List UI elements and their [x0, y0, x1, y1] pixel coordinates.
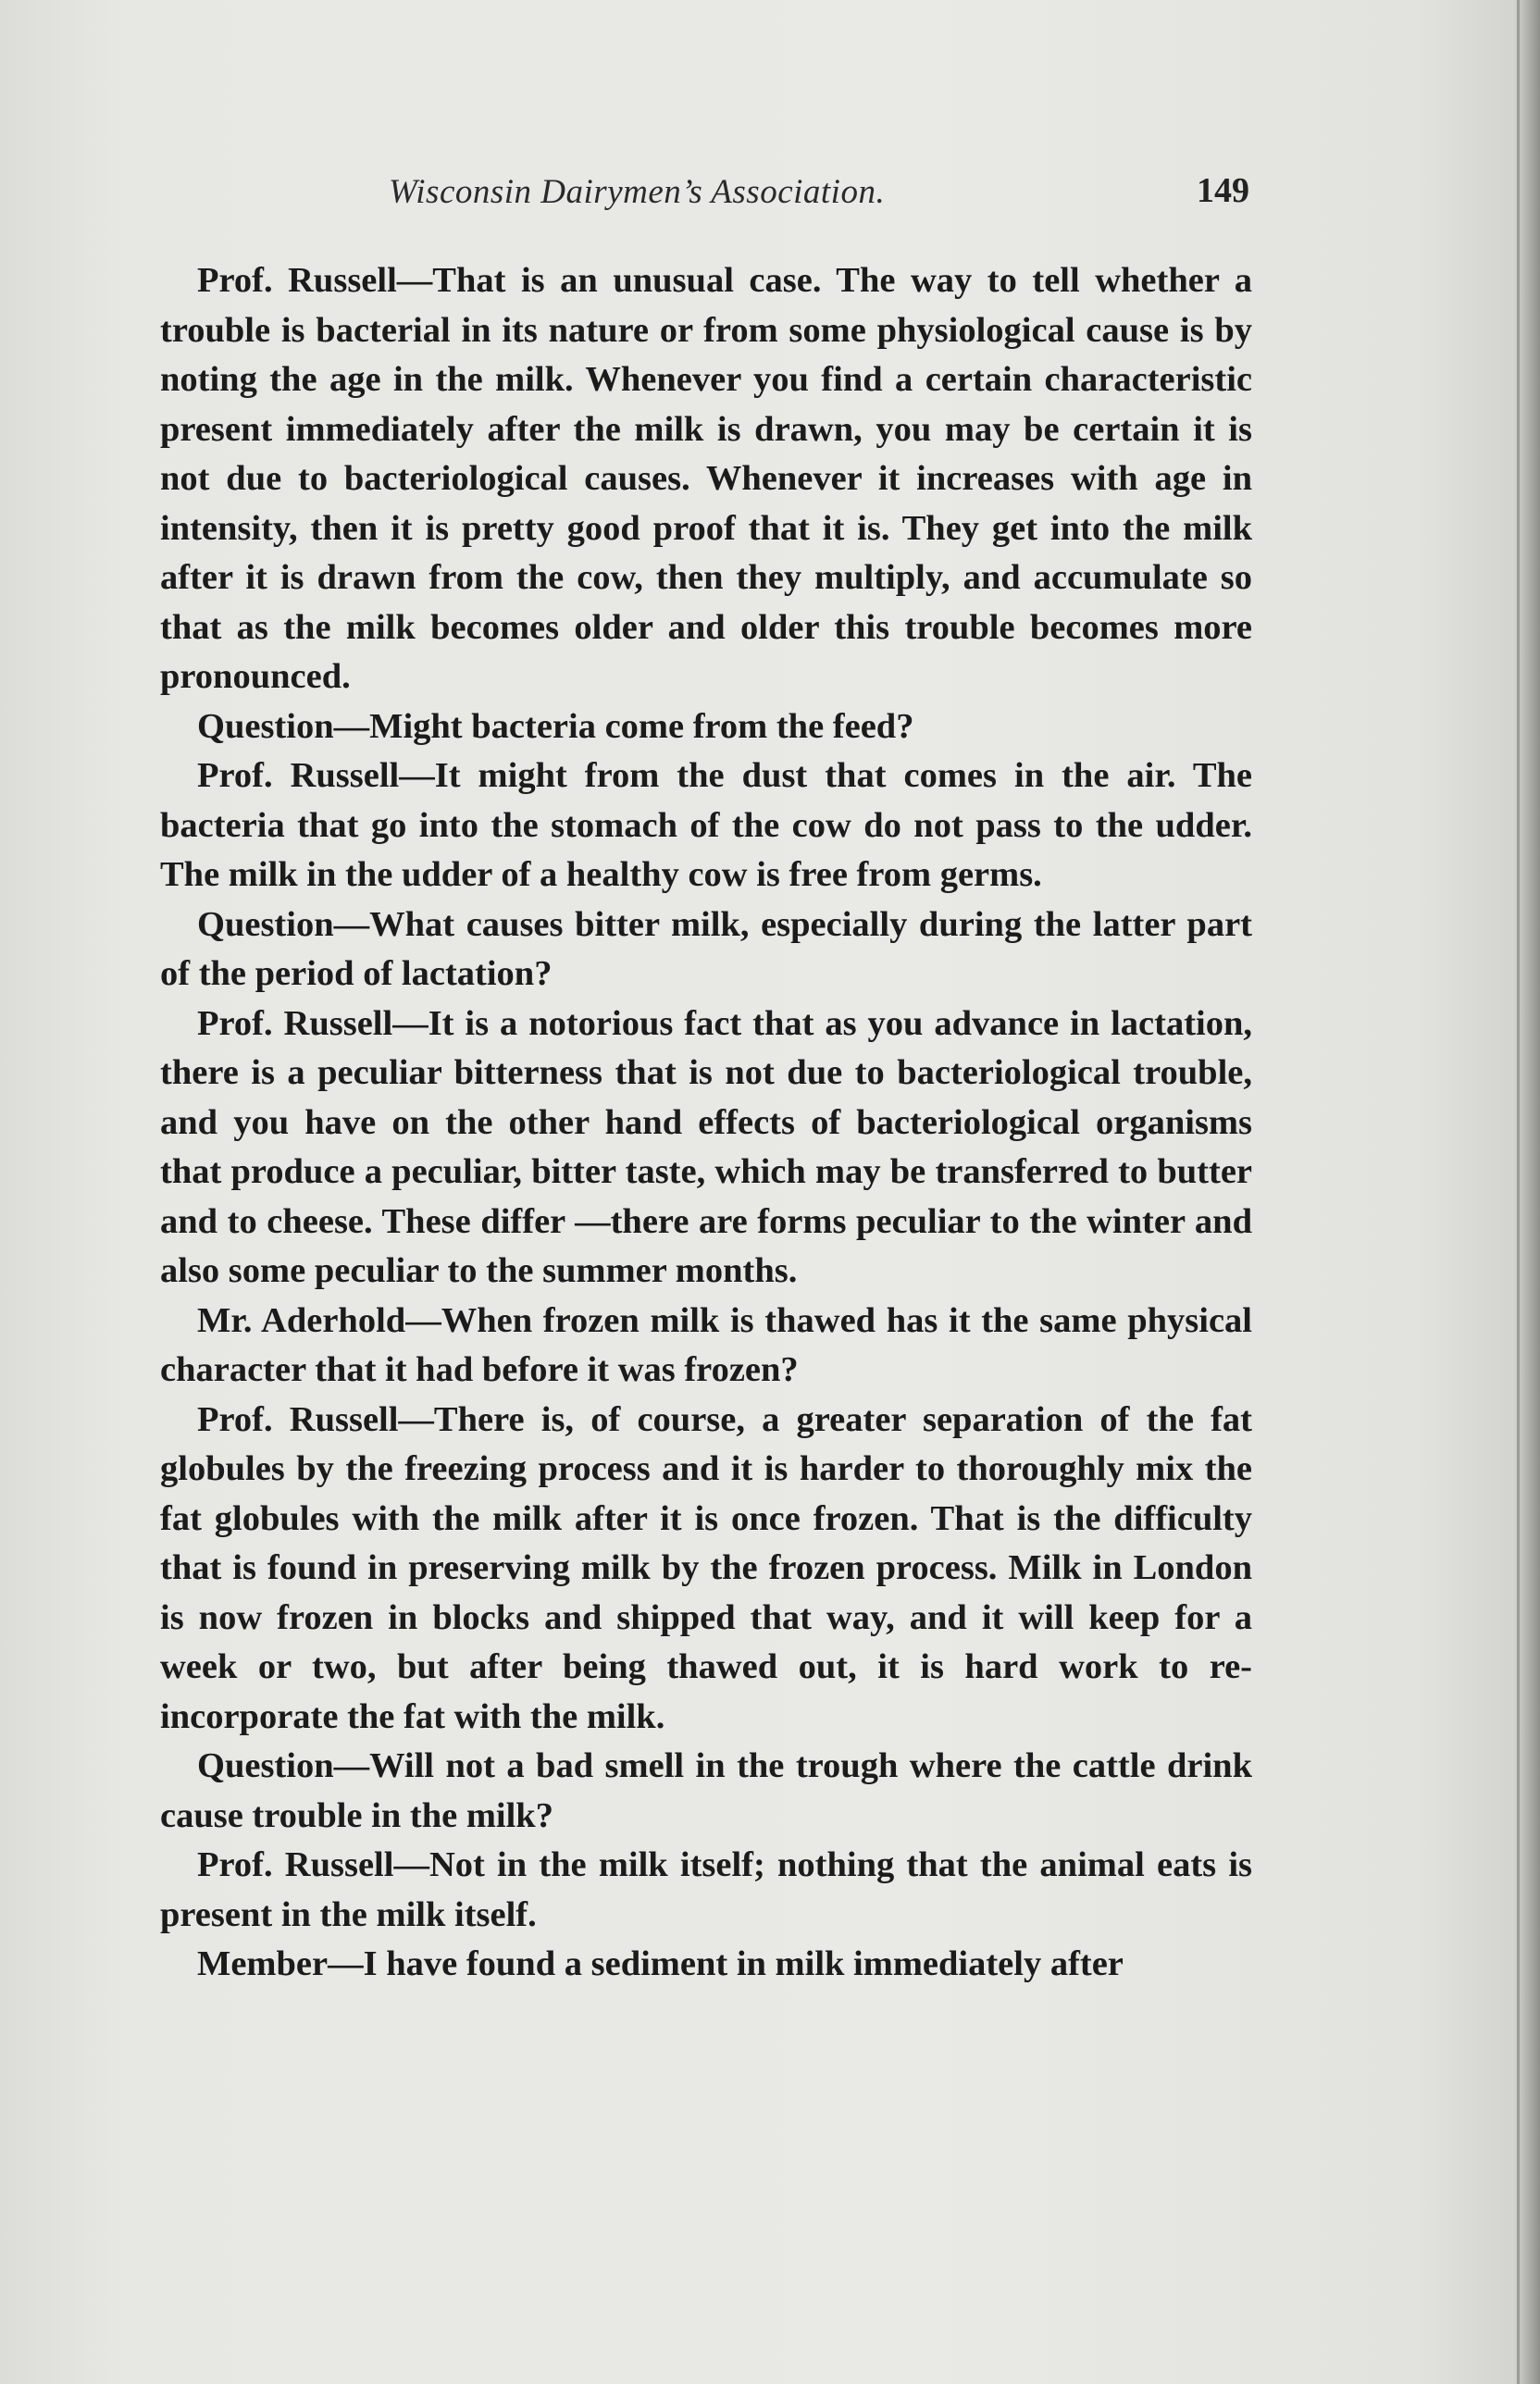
page-number: 149: [1197, 171, 1249, 210]
paragraph-2: Question—Might bacteria come from the feed?: [197, 706, 914, 746]
paragraph-8: Question—Will not a bad smell in the trough where the cattle drink cause trouble in the milk?: [160, 1746, 1252, 1835]
page-binding-shadow: [1517, 0, 1520, 2384]
page-header: [162, 167, 1249, 222]
body-text: [160, 256, 1252, 1990]
paragraph-5: Prof. Russell—It is a notorious fact that as you advance in lactation, there is a peculiar bitterness that is not due to bacteriological trouble, and you have on the other hand effects of bacteriological organisms that produce a peculiar, bitter taste, which may be transferred to butter and to cheese. These differ —there are forms peculiar to the winter and also some peculiar to the summer months.: [160, 1003, 1252, 1290]
paragraph-10: Member—I have found a sediment in milk immediately after: [197, 1944, 1124, 1983]
paragraph-7: Prof. Russell—There is, of course, a greater separation of the fat globules by the freezing process and it is harder to thoroughly mix the fat globules with the milk after it is once frozen. That is the difficulty that is found in preserving milk by the frozen process. Milk in London is now frozen in blocks and shipped that way, and it will keep for a week or two, but after being thawed out, it is hard work to re-incorporate the fat with the milk.: [160, 1399, 1252, 1736]
paragraph-4: Question—What causes bitter milk, especially during the latter part of the period of lactation?: [160, 904, 1252, 993]
paragraph-1: Prof. Russell—That is an unusual case. The way to tell whether a trouble is bacterial in its nature or from some physiological cause is by noting the age in the milk. Whenever you find a certain characteristic present immediately after the milk is drawn, you may be certain it is not due to bacteriological causes. Whenever it increases with age in intensity, then it is pretty good proof that it is. They get into the milk after it is drawn from the cow, then they multiply, and accumulate so that as the milk becomes older and older this trouble becomes more pronounced.: [160, 261, 1252, 696]
paragraph-6: Mr. Aderhold—When frozen milk is thawed has it the same physical character that it had before it was frozen?: [160, 1300, 1252, 1389]
paragraph-3: Prof. Russell—It might from the dust that comes in the air. The bacteria that go into the stomach of the cow do not pass to the udder. The milk in the udder of a healthy cow is free from germs.: [160, 756, 1252, 894]
paragraph-9: Prof. Russell—Not in the milk itself; nothing that the animal eats is present in the milk itself.: [160, 1845, 1252, 1934]
running-head: Wisconsin Dairymen’s Association.: [389, 173, 886, 211]
